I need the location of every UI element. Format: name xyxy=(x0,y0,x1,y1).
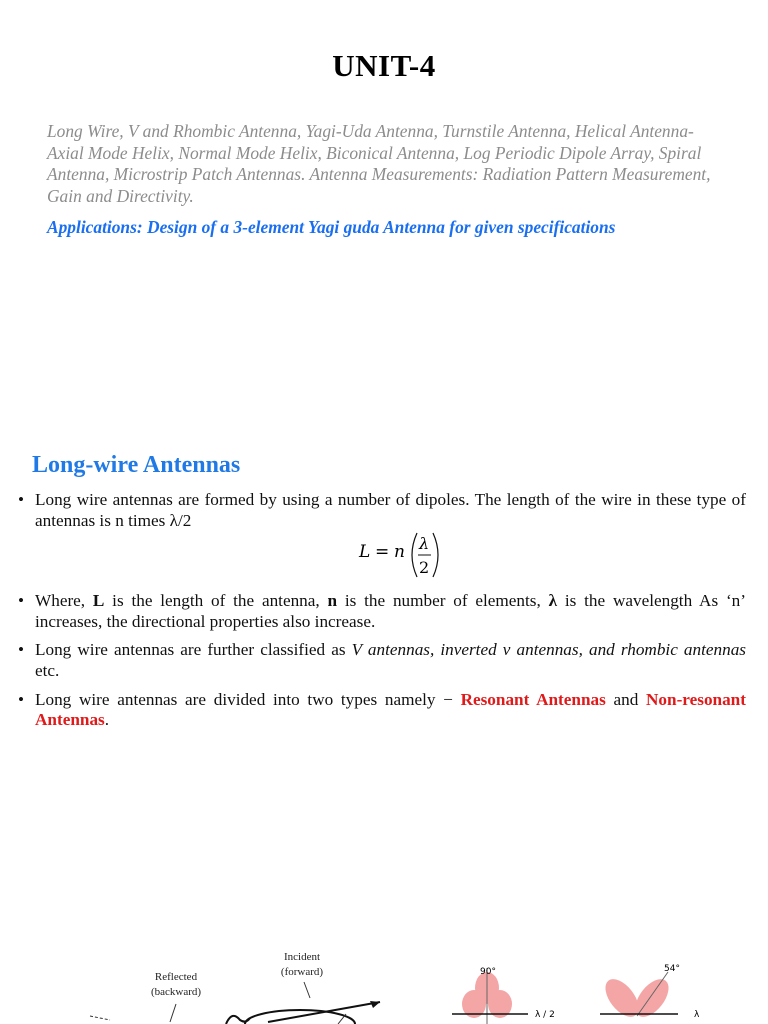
non-resonant-antennas-term: Non-resonant Antennas xyxy=(35,689,746,730)
half-wave-pattern xyxy=(452,967,555,1024)
list-item xyxy=(16,490,746,583)
formula-n: n xyxy=(394,542,405,563)
slide-unit-4 xyxy=(0,0,768,420)
formula-denominator: 2 xyxy=(419,558,430,578)
reflected-label: Reflected (backward) xyxy=(150,971,202,998)
half-wave-label: λ / 2 xyxy=(535,1010,555,1020)
incident-label: Incident (forward) xyxy=(280,951,324,978)
full-wave-label: λ xyxy=(694,1010,700,1020)
formula-graphic xyxy=(357,527,457,583)
list-item: • Where, L is the length of the antenna, n is the number of elements, λ is the wavelength As ‘n’ increases, the directional properties also increase. xyxy=(18,591,746,631)
bullet-icon: • xyxy=(18,640,25,660)
angle-90-label: 90° xyxy=(480,967,496,977)
slide-long-wire-antennas xyxy=(0,430,768,1024)
antenna-figures xyxy=(0,930,768,1024)
applications-text: Applications: Design of a 3-element Yagi guda Antenna for given specifications xyxy=(47,217,616,237)
length-formula xyxy=(35,531,746,583)
list-item: • Long wire antennas are further classified as V antennas, inverted v antennas, and rhombic antennas etc. xyxy=(18,640,746,680)
bullet-list xyxy=(16,490,746,739)
wave-diagram xyxy=(0,930,768,1024)
resonant-antennas-term: Resonant Antennas xyxy=(460,689,606,709)
syllabus-topics: Long Wire, V and Rhombic Antenna, Yagi-Uda Antenna, Turnstile Antenna, Helical Antenna- Axial Mode Helix, Normal Mode Helix, Biconical Antenna, Log Periodic Dipole Array, Spiral Antenna, Microstrip Patch Antennas. Antenna Measurements: Radiation Pattern Measurement, Gain and Directivity. xyxy=(47,121,711,206)
bullet-text: Long wire antennas are formed by using a number of dipoles. The length of the wire in these type of antennas is n times λ/2 xyxy=(35,490,746,530)
formula-lhs: L xyxy=(359,542,371,563)
list-item: • Long wire antennas are divided into two types namely − Resonant Antennas and Non-resonant Antennas. xyxy=(18,689,746,730)
bullet-icon: • xyxy=(18,490,25,509)
section-heading: Long-wire Antennas xyxy=(32,452,241,478)
svg-text:=: = xyxy=(375,542,390,563)
angle-54-label: 54° xyxy=(664,964,680,974)
bullet-icon: • xyxy=(18,689,25,709)
bullet-icon: • xyxy=(18,591,25,611)
full-wave-pattern xyxy=(599,964,700,1023)
formula-numerator: λ xyxy=(419,534,430,554)
page-title: UNIT-4 xyxy=(332,48,436,83)
